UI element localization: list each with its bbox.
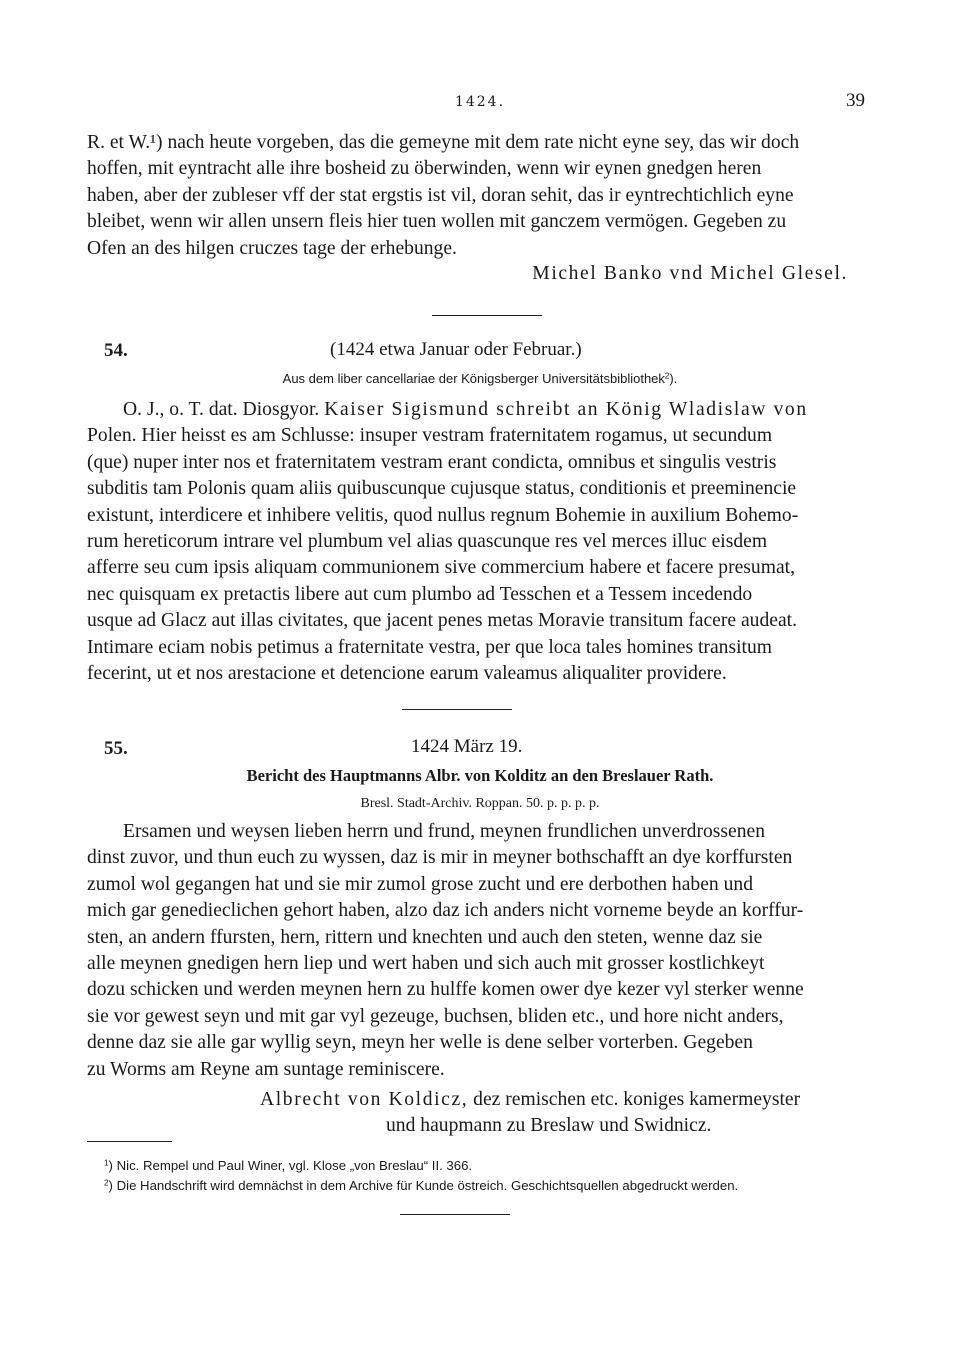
text-line: hoffen, mit eyntracht alle ihre bosheid zu öberwinden, wenn wir eynen gnedgen heren: [87, 158, 762, 180]
continuation-line-start: R. et W.¹) nach heute vorgeben, das die gemeyne mit dem rate nicht eyne sey, das wir doch: [87, 132, 800, 153]
footnote-2: $^2$) Die Handschrift wird demnächst in dem Archive für Kunde östreich. Geschichtsquellen abgedruckt werden.: [104, 1178, 739, 1193]
text-line: zumol wol gegangen hat und sie mir zumol grose zucht und ere derbothen haben und: [87, 873, 753, 895]
entry-number-55: 55.: [104, 738, 128, 759]
text-line: Ofen an des hilgen cruczes tage der erhebunge.: [87, 237, 457, 259]
text-line: Intimare eciam nobis petimus a fraternitate vestra, per que loca tales homines transitum: [87, 636, 772, 658]
page-end-divider: [400, 1214, 510, 1215]
footnote-text: Die Handschrift wird demnächst in dem Archive für Kunde östreich. Geschichtsquellen abgedruckt werden.: [116, 1178, 739, 1193]
footnote-rule: [87, 1141, 172, 1142]
source-text: Aus dem liber cancellariae der Königsberger Universitätsbibliothek: [282, 371, 665, 386]
text-line: Ersamen und weysen lieben herrn und frund, meynen frundlichen unverdrossenen: [123, 821, 766, 842]
footnote-mark: 2: [104, 1178, 109, 1188]
text-line: (que) nuper inter nos et fraternitatem vestram erant condicta, omnibus et singulis vestris: [87, 451, 777, 473]
text-line: rum hereticorum intrare vel plumbum vel alias quascunque res vel merces illuc eisdem: [87, 531, 768, 553]
text-line: [87, 130, 867, 156]
text-line: mich gar genedieclichen gehort haben, alzo daz ich anders nicht vorneme beyde an korffur-: [87, 900, 804, 922]
footnote-mark: 1: [104, 1158, 109, 1168]
text-line: und haupmann zu Breslaw und Swidnicz.: [386, 1115, 712, 1137]
entry-number-54: 54.: [104, 340, 128, 361]
page-number: 39: [846, 90, 865, 111]
text-line: dinst zuvor, und thun euch zu wyssen, daz is mir in meyner bothschafft an dye korffursten: [87, 847, 793, 869]
entry-body-54: [87, 397, 867, 687]
text-line: nec quisquam ex pretactis libere aut cum plumbo ad Tesschen et a Tessem incedendo: [87, 583, 753, 605]
text-line: denne daz sie alle gar wyllig seyn, meyn her welle is dene selber vorterben. Gegeben: [87, 1032, 753, 1054]
entry-date-55: 1424 März 19.: [411, 736, 523, 757]
text-line: sie vor gewest seyn und mit gar vyl gezeuge, buchsen, bliden etc., und hore nicht anders,: [87, 1005, 784, 1027]
signature-banko-glesel: Michel Banko vnd Michel Glesel.: [532, 263, 848, 284]
text-line: usque ad Glacz aut illas civitates, que jacent penes metas Moravie transitum facere audeat.: [87, 610, 797, 632]
entry-source-54: [0, 371, 960, 386]
signature-name: Albrecht von Koldicz,: [260, 1089, 469, 1110]
text-line: fecerint, ut et nos arestacione et detencione earum valeamus aliqualiter providere.: [87, 663, 727, 685]
footnote-ref-2: 2: [664, 371, 670, 381]
source-end: ).: [669, 371, 678, 386]
signature-koldicz: [260, 1087, 880, 1140]
entry-source-55: Bresl. Stadt-Archiv. Roppan. 50. p. p. p. p.: [360, 796, 600, 811]
running-header-year: 1424.: [454, 94, 506, 110]
section-divider: [402, 709, 512, 710]
footnote-text: Nic. Rempel und Paul Winer, vgl. Klose „von Breslau“ II. 366.: [116, 1158, 473, 1173]
text-line: sten, an andern ffursten, hern, rittern und knechten und auch den steten, wenne daz sie: [87, 926, 763, 948]
text-line: Polen. Hier heisst es am Schlusse: insuper vestram fraternitatem rogamus, ut secundum: [87, 425, 773, 447]
entry-date-54: (1424 etwa Januar oder Februar.): [330, 339, 582, 360]
text-line: haben, aber der zubleser vff der stat ergstis ist vil, doran sehit, das ir eyntrechtichlich eyne: [87, 184, 794, 206]
text-line: afferre seu cum ipsis aliquam communionem sive commercium habere et facere presumat,: [87, 557, 796, 579]
entry-lead: O. J., o. T. dat. Diosgyor.: [123, 399, 320, 420]
continuation-text: [87, 130, 867, 262]
signature-title: dez remischen etc. koniges kamermeyster: [473, 1089, 801, 1110]
text-line: [87, 397, 867, 423]
text-line: dozu schicken und werden meynen hern zu hulffe komen ower dye kezer vyl sterker wenne: [87, 979, 804, 1001]
text-line: [260, 1087, 880, 1113]
footnote-1: $^1$) Nic. Rempel und Paul Winer, vgl. Klose „von Breslau“ II. 366.: [104, 1158, 473, 1173]
section-divider: [432, 315, 542, 316]
text-line: existunt, interdicere et inhibere velitis, quod nullus regnum Bohemie in auxilium Bohemo-: [87, 504, 799, 526]
text-line: alle meynen gnedigen hern liep und wert haben und sich auch mit grosser kostlichkeyt: [87, 953, 765, 975]
footnotes: [104, 1156, 884, 1196]
text-line: bleibet, wenn wir allen unsern fleis hier tuen wollen mit ganczem vermögen. Gegeben zu: [87, 211, 787, 233]
text-line: zu Worms am Reyne am suntage reminiscere.: [87, 1058, 445, 1080]
text-line: subditis tam Polonis quam aliis quibuscunque cujusque status, conditionis et preeminencie: [87, 478, 797, 500]
entry-lead-spaced: Kaiser Sigismund schreibt an König Wladislaw von: [324, 399, 808, 420]
entry-heading-55: Bericht des Hauptmanns Albr. von Kolditz an den Breslauer Rath.: [246, 766, 714, 785]
entry-body-55: [87, 819, 867, 1083]
